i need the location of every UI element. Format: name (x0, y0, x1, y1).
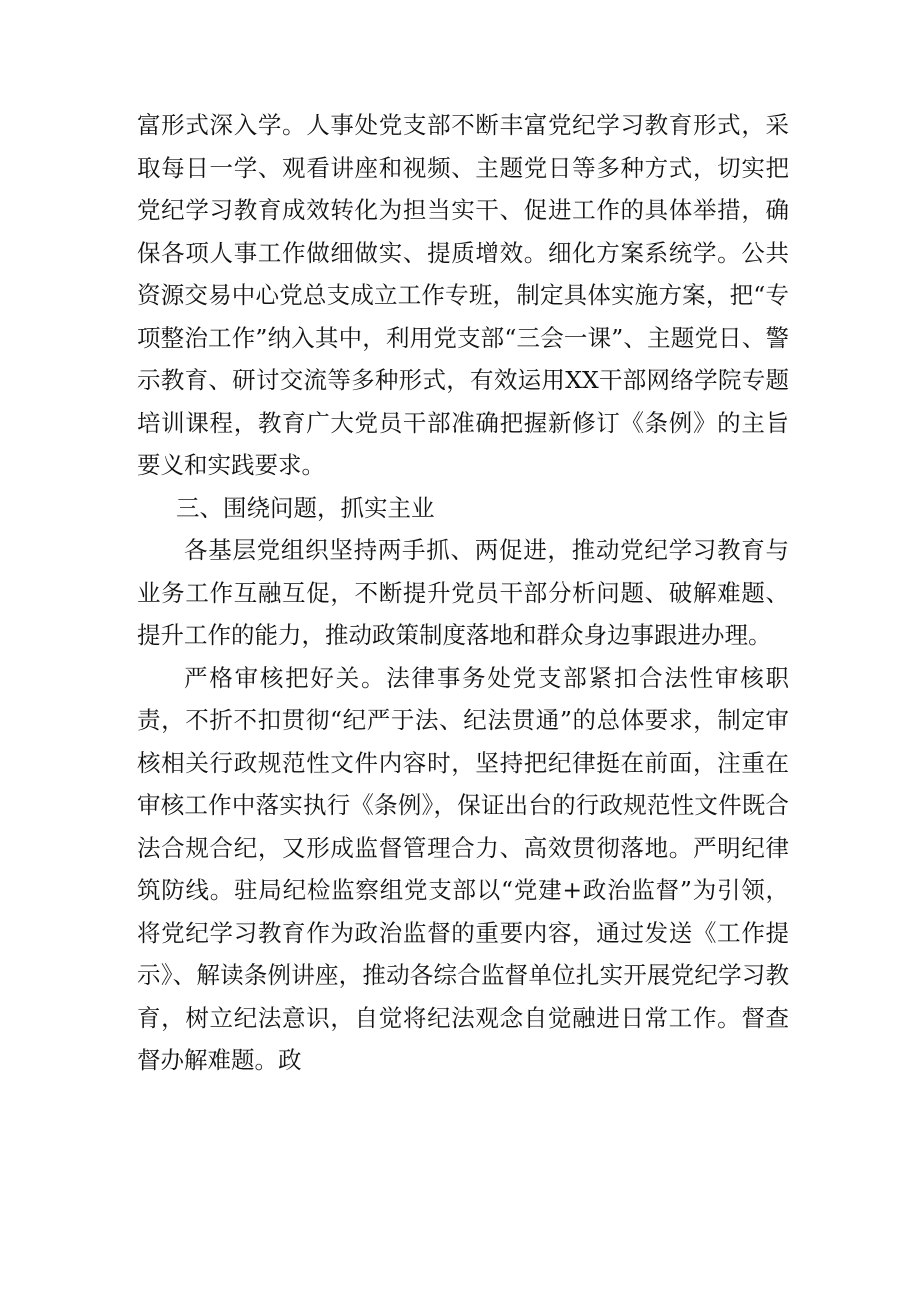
paragraph-body: 严格审核把好关。法律事务处党支部紧扣合法性审核职责，不折不扣贯彻“纪严于法、纪法贯通”的总体要求，制定审核相关行政规范性文件内容时，坚持把纪律挺在前面，注重在审核工作中落实执行《条例》，保证出台的行政规范性文件既合法合规合纪，又形成监督管理合力、高效贯彻落地。严明纪律筑防线。驻局纪检监察组党支部以“党建+政治监督”为引领，将党纪学习教育作为政治监督的重要内容，通过发送《工作提示》、解读条例讲座，推动各综合监督单位扎实开展党纪学习教育，树立纪法意识，自觉将纪法观念自觉融进日常工作。督查督办解难题。政 (137, 663, 789, 1074)
document-page (137, 104, 789, 1082)
section-heading: 三、围绕问题，抓实主业 (176, 493, 435, 522)
paragraph-intro: 各基层党组织坚持两手抓、两促进，推动党纪学习教育与业务工作互融互促，不断提升党员干部分析问题、破解难题、提升工作的能力，推动政策制度落地和群众身边事跟进办理。 (137, 536, 789, 649)
paragraph-continued: 富形式深入学。人事处党支部不断丰富党纪学习教育形式，采取每日一学、观看讲座和视频、主题党日等多种方式，切实把党纪学习教育成效转化为担当实干、促进工作的具体举措，确保各项人事工作做细做实、提质增效。细化方案系统学。公共资源交易中心党总支成立工作专班，制定具体实施方案，把“专项整治工作”纳入其中，利用党支部“三会一课”、主题党日、警示教育、研讨交流等多种形式，有效运用XX干部网络学院专题培训课程，教育广大党员干部准确把握新修订《条例》的主旨要义和实践要求。 (137, 111, 789, 479)
